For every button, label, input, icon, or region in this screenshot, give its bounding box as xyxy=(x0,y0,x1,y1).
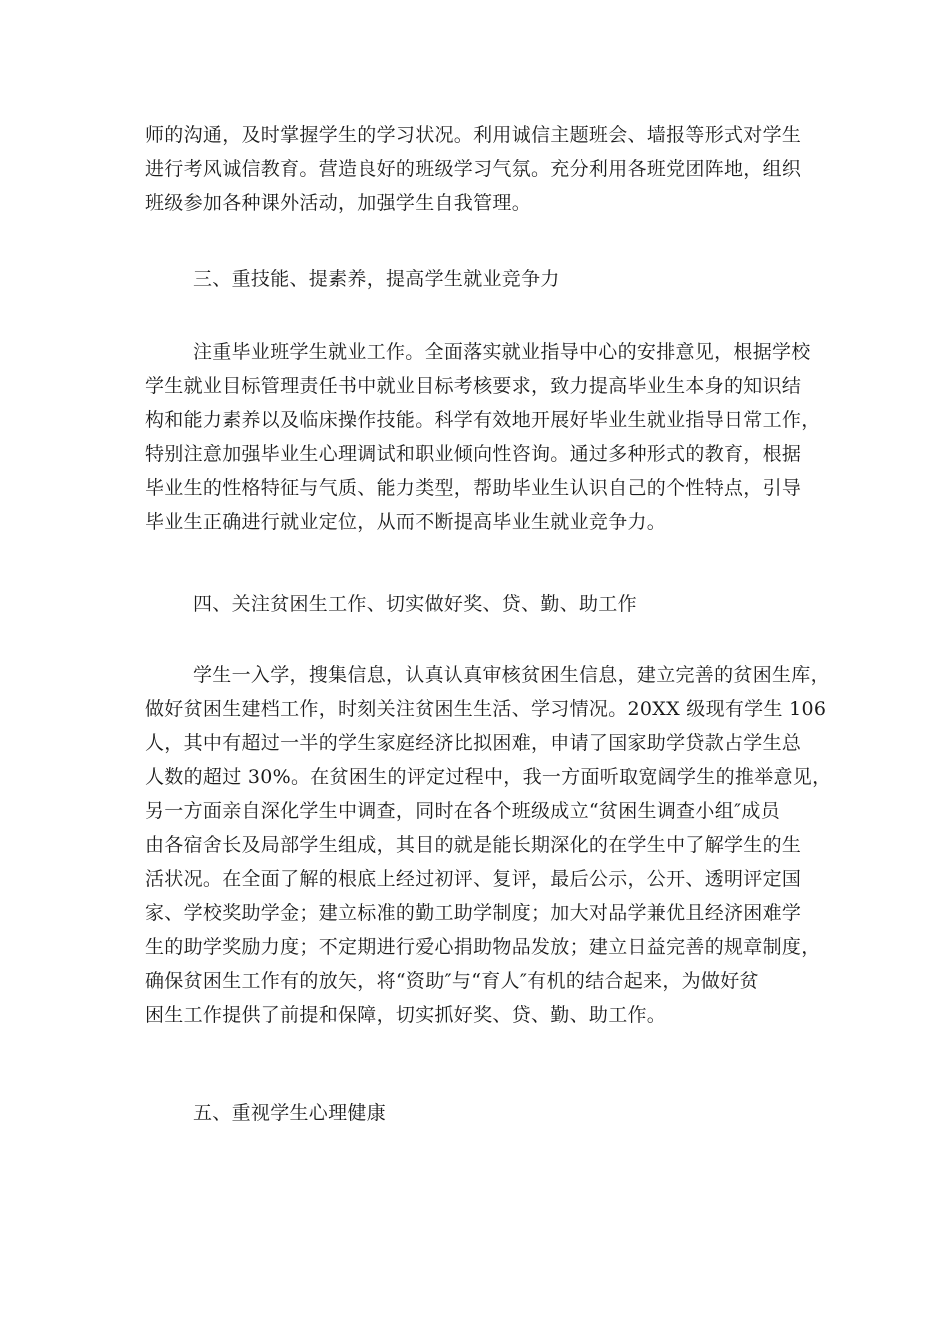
paragraph-line: 构和能力素养以及临床操作技能。科学有效地开展好毕业生就业指导日常工作， xyxy=(145,409,821,431)
paragraph-line: 人数的超过 30%。在贫困生的评定过程中，我一方面听取宽阔学生的推举意见， xyxy=(145,766,832,788)
paragraph-line: 困生工作提供了前提和保障，切实抓好奖、贷、勤、助工作。 xyxy=(145,1004,667,1026)
paragraph-line: 毕业生正确进行就业定位，从而不断提高毕业生就业竞争力。 xyxy=(145,511,667,533)
paragraph-study-style xyxy=(145,118,810,220)
paragraph-line: 学生就业目标管理责任书中就业目标考核要求，致力提高毕业生本身的知识结 xyxy=(145,375,802,397)
paragraph-line: 注重毕业班学生就业工作。全面落实就业指导中心的安排意见，根据学校 xyxy=(193,341,811,363)
section-heading-4 xyxy=(145,587,810,621)
heading-text: 四、关注贫困生工作、切实做好奖、贷、勤、助工作 xyxy=(193,593,637,615)
paragraph-line: 生的助学奖励力度；不定期进行爱心捐助物品发放；建立日益完善的规章制度， xyxy=(145,936,821,958)
paragraph-line: 确保贫困生工作有的放矢，将“资助″与“育人″有机的结合起来，为做好贫 xyxy=(145,970,759,992)
paragraph-line: 师的沟通，及时掌握学生的学习状况。利用诚信主题班会、墙报等形式对学生 xyxy=(145,124,802,146)
section-heading-5 xyxy=(145,1096,810,1130)
paragraph-line: 进行考风诚信教育。营造良好的班级学习气氛。充分利用各班党团阵地，组织 xyxy=(145,158,802,180)
paragraph-line: 特别注意加强毕业生心理调试和职业倾向性咨询。通过多种形式的教育，根据 xyxy=(145,443,802,465)
paragraph-poor-students xyxy=(145,658,832,1032)
paragraph-line: 家、学校奖助学金；建立标准的勤工助学制度；加大对品学兼优且经济困难学 xyxy=(145,902,802,924)
paragraph-line: 毕业生的性格特征与气质、能力类型，帮助毕业生认识自己的个性特点，引导 xyxy=(145,477,802,499)
paragraph-employment xyxy=(145,335,821,539)
paragraph-line: 学生一入学，搜集信息，认真认真审核贫困生信息，建立完善的贫困生库， xyxy=(193,664,830,686)
paragraph-line: 另一方面亲自深化学生中调查，同时在各个班级成立“贫困生调查小组″成员 xyxy=(145,800,781,822)
heading-text: 五、重视学生心理健康 xyxy=(193,1102,387,1124)
paragraph-line: 做好贫困生建档工作，时刻关注贫困生生活、学习情况。20XX 级现有学生 106 xyxy=(145,698,827,720)
section-heading-3 xyxy=(145,262,810,296)
paragraph-line: 由各宿舍长及局部学生组成，其目的就是能长期深化的在学生中了解学生的生 xyxy=(145,834,802,856)
heading-text: 三、重技能、提素养，提高学生就业竞争力 xyxy=(193,268,560,290)
paragraph-line: 人，其中有超过一半的学生家庭经济比拟困难，申请了国家助学贷款占学生总 xyxy=(145,732,802,754)
paragraph-line: 班级参加各种课外活动，加强学生自我管理。 xyxy=(145,192,532,214)
paragraph-line: 活状况。在全面了解的根底上经过初评、复评，最后公示，公开、透明评定国 xyxy=(145,868,802,890)
